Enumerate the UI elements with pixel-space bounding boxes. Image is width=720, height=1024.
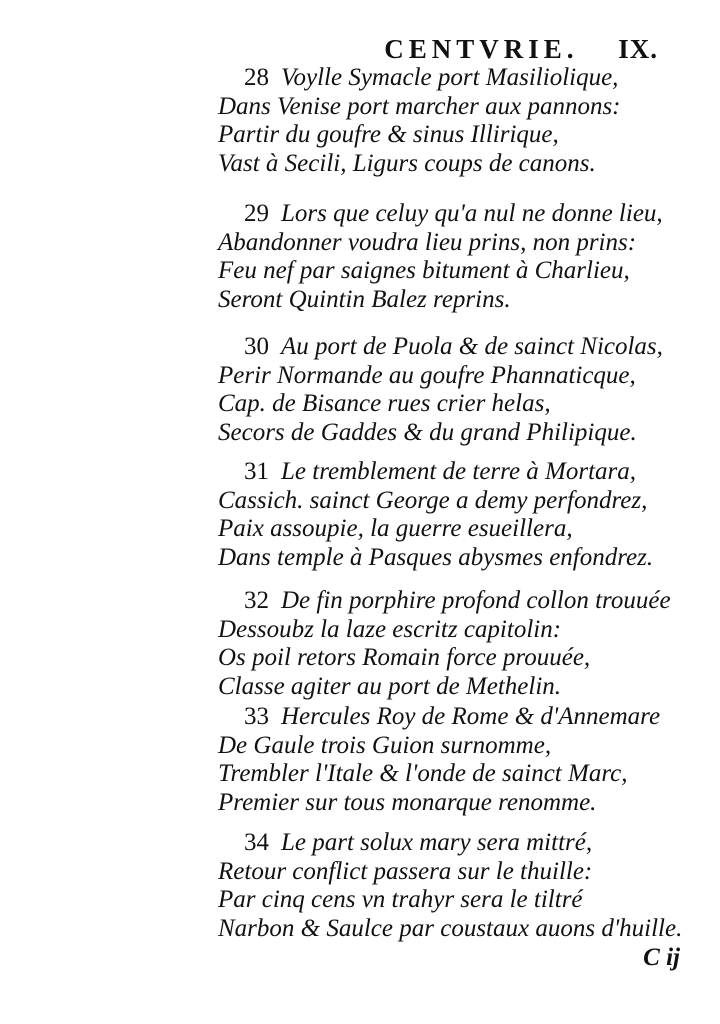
quatrain-line: 31 Le tremblement de terre à Mortara, bbox=[244, 458, 637, 485]
header-title: CENTVRIE. bbox=[384, 34, 579, 64]
signature-mark: C ij bbox=[643, 944, 680, 971]
quatrain-line: Abandonner voudra lieu prins, non prins: bbox=[218, 228, 637, 256]
quatrain-line: Par cinq cens vn trahyr sera le tiltré bbox=[218, 886, 583, 913]
quatrain-line: Dans Venise port marcher aux pannons: bbox=[218, 92, 621, 120]
quatrain-28 bbox=[0, 64, 720, 178]
quatrain-29 bbox=[0, 200, 720, 314]
quatrain-line: Dans temple à Pasques abysmes enfondrez. bbox=[218, 543, 654, 571]
quatrain-line: Narbon & Saulce par coustaux auons d'huille. bbox=[218, 914, 683, 942]
quatrain-line: Perir Normande au goufre Phannaticque, bbox=[218, 361, 636, 389]
quatrain-line: 28 Voylle Symacle port Masiliolique, bbox=[244, 64, 619, 91]
quatrain-line: Vast à Secili, Ligurs coups de canons. bbox=[218, 149, 596, 177]
quatrain-number: 33 bbox=[244, 703, 269, 730]
quatrain-34 bbox=[0, 829, 720, 943]
running-header bbox=[384, 34, 658, 65]
quatrain-number: 31 bbox=[244, 458, 269, 485]
quatrain-line: Premier sur tous monarque renomme. bbox=[218, 788, 597, 816]
quatrain-33 bbox=[0, 703, 720, 817]
quatrain-number: 29 bbox=[244, 200, 269, 227]
quatrain-line: Trembler l'Itale & l'onde de sainct Marc, bbox=[218, 760, 628, 787]
quatrain-line: Seront Quintin Balez reprins. bbox=[218, 285, 511, 313]
quatrain-line: Paix assoupie, la guerre esueillera, bbox=[218, 515, 573, 542]
quatrain-number: 34 bbox=[244, 829, 269, 856]
quatrain-line: 30 Au port de Puola & de sainct Nicolas, bbox=[244, 333, 663, 360]
quatrain-line: De Gaule trois Guion surnomme, bbox=[218, 731, 552, 759]
quatrain-line: Secors de Gaddes & du grand Philipique. bbox=[218, 418, 637, 446]
folio-number: IX. bbox=[618, 34, 658, 64]
quatrain-line: Cassich. sainct George a demy perfondrez, bbox=[218, 486, 648, 514]
quatrain-line: Feu nef par saignes bitument à Charlieu, bbox=[218, 257, 630, 284]
quatrain-line: Partir du goufre & sinus Illirique, bbox=[218, 121, 559, 148]
quatrain-line: 29 Lors que celuy qu'a nul ne donne lieu, bbox=[244, 200, 663, 227]
quatrain-number: 28 bbox=[244, 64, 269, 91]
quatrain-line: 32 De fin porphire profond collon trouuée bbox=[244, 587, 671, 614]
quatrain-line: Retour conflict passera sur le thuille: bbox=[218, 857, 593, 885]
quatrain-line: Dessoubz la laze escritz capitolin: bbox=[218, 615, 562, 643]
quatrain-32 bbox=[0, 587, 720, 701]
quatrain-line: Cap. de Bisance rues crier helas, bbox=[218, 390, 551, 417]
quatrain-number: 30 bbox=[244, 333, 269, 360]
quatrain-30 bbox=[0, 333, 720, 447]
quatrain-number: 32 bbox=[244, 587, 269, 614]
quatrain-line: Os poil retors Romain force prouuée, bbox=[218, 644, 591, 671]
quatrain-line: Classe agiter au port de Methelin. bbox=[218, 672, 562, 700]
quatrain-31 bbox=[0, 458, 720, 572]
quatrain-line: 33 Hercules Roy de Rome & d'Annemare bbox=[244, 703, 661, 730]
quatrain-line: 34 Le part solux mary sera mittré, bbox=[244, 829, 593, 856]
